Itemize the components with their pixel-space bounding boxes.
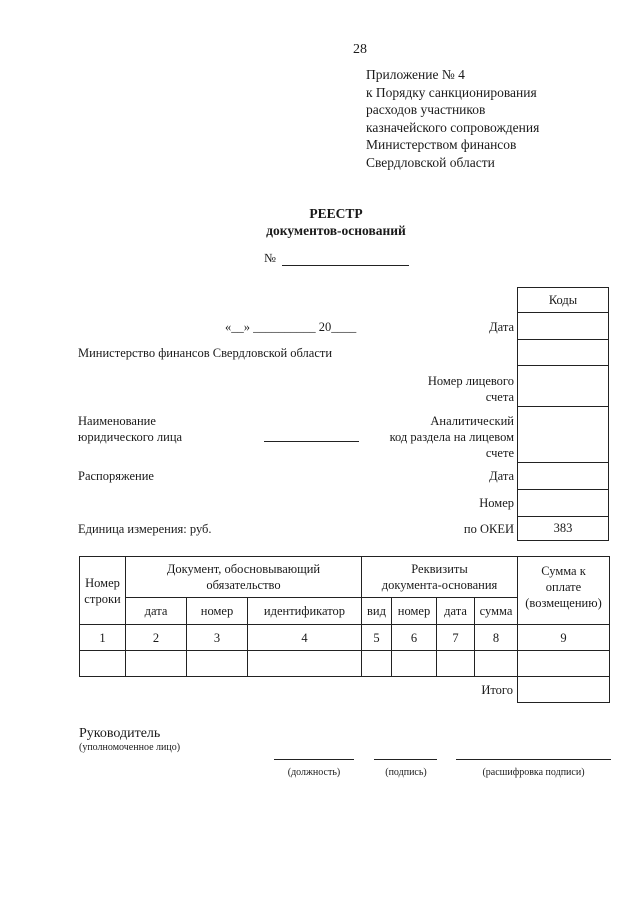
header-text: оплате [545,580,582,594]
table-cell [392,651,437,677]
document-subtitle: документов-оснований [266,223,406,238]
header-text: Сумма к [541,564,586,578]
order-number-label: Номер [479,496,514,510]
page-number: 28 [353,42,367,57]
legal-entity-line: юридического лица [78,430,183,444]
column-number: 3 [187,625,248,651]
codes-divider [517,312,609,313]
account-label-line: Номер лицевого [427,374,514,388]
table-cell [437,651,475,677]
appendix-line: казначейского сопровождения [366,119,540,135]
col-document [126,557,362,598]
registry-table [79,556,610,703]
header-text: Документ, обосновывающий [166,562,321,576]
appendix-line: Приложение № 4 [366,67,465,82]
codes-divider [517,365,609,366]
header-text: обязательство [206,578,281,592]
header-text: документа-основания [381,578,498,592]
col-sum [518,557,610,625]
table-header-row [80,557,610,598]
analytic-code-label [360,413,514,461]
legal-entity-underline [264,441,359,442]
table-cell [362,651,392,677]
codes-divider [517,339,609,340]
appendix-line: к Порядку санкционирования [366,84,537,100]
codes-box [517,287,609,541]
decode-line [456,759,611,760]
position-caption: (должность) [287,767,341,778]
subcol-identifier: идентификатор [248,598,362,625]
appendix-line: Свердловской области [366,154,495,170]
account-label-line: счета [485,390,514,404]
total-row [80,677,610,703]
column-number: 8 [475,625,518,651]
header-text: строки [84,591,121,606]
decode-caption: (расшифровка подписи) [482,767,585,778]
subcol-kind: вид [362,598,392,625]
table-cell [187,651,248,677]
unit-label: Единица измерения: руб. [78,522,212,536]
column-number: 9 [518,625,610,651]
appendix-line: Министерством финансов [366,137,517,153]
column-number: 7 [437,625,475,651]
table-cell [248,651,362,677]
order-label: Распоряжение [78,469,154,483]
analytic-label-line: счете [485,446,514,460]
codes-header: Коды [548,293,578,307]
number-underline [282,265,409,266]
order-date-label: Дата [489,469,514,483]
legal-entity-label [78,413,182,445]
column-number: 6 [392,625,437,651]
head-label: Руководитель [79,726,161,741]
date-label: Дата [489,320,514,334]
account-label [380,373,514,405]
total-value-cell [518,677,610,703]
table-cell [475,651,518,677]
number-label: № [264,251,276,265]
codes-divider [517,516,609,517]
table-row [80,651,610,677]
subcol-req-date: дата [437,598,475,625]
total-label: Итого [481,682,513,697]
header-text: Реквизиты [411,562,468,576]
analytic-label-line: Аналитический [430,414,514,428]
col-row-number [80,557,126,625]
date-placeholder: «__» __________ 20____ [225,320,357,334]
header-text: (возмещению) [525,596,602,610]
table-cell [80,651,126,677]
codes-divider [517,406,609,407]
analytic-label-line: код раздела на лицевом [389,430,514,444]
sign-caption: (подпись) [385,767,427,778]
column-number: 4 [248,625,362,651]
legal-entity-line: Наименование [78,414,156,428]
subcol-req-sum: сумма [475,598,518,625]
subcol-date: дата [126,598,187,625]
sign-line [374,759,437,760]
column-number: 5 [362,625,392,651]
header-text: Номер [85,575,120,590]
table-cell [518,651,610,677]
head-note: (уполномоченное лицо) [79,742,181,753]
document-title: РЕЕСТР [309,206,363,221]
column-number: 2 [126,625,187,651]
appendix-line: расходов участников [366,102,486,118]
col-requisites [362,557,518,598]
subcol-number: номер [187,598,248,625]
appendix-note [366,66,539,172]
table-cell [126,651,187,677]
okei-value: 383 [553,521,573,535]
okei-label: по ОКЕИ [463,522,514,536]
codes-divider [517,462,609,463]
codes-divider [517,489,609,490]
ministry-name: Министерство финансов Свердловской области [78,346,333,360]
position-line [274,759,354,760]
column-number: 1 [80,625,126,651]
subcol-req-number: номер [392,598,437,625]
column-number-row [80,625,610,651]
